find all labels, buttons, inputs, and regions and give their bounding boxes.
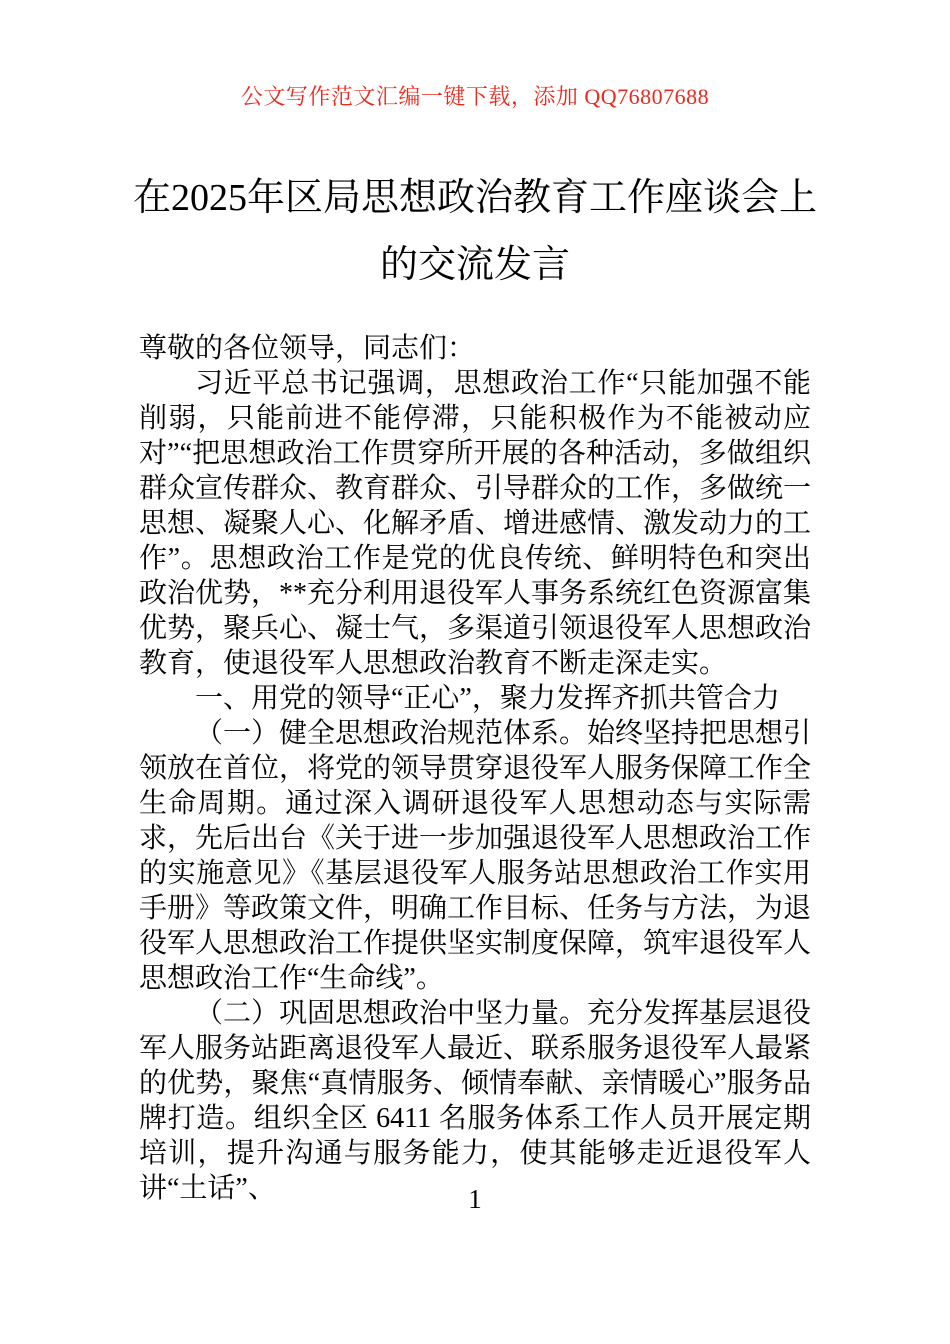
salutation-paragraph: 尊敬的各位领导，同志们： bbox=[139, 333, 476, 364]
subsection-paragraph-1: （一）健全思想政治规范体系。始终坚持把思想引领放在首位，将党的领导贯穿退役军人服务保障工作全生命周期。通过深入调研退役军人思想动态与实际需求，先后出台《关于进一步加强退役军人思想政治工作的实施意见》《基层退役军人服务站思想政治工作实用手册》等政策文件，明确工作目标、任务与方法，为退役军人思想政治工作提供坚实制度保障，筑牢退役军人思想政治工作“生命线”。 bbox=[139, 718, 812, 994]
document-title: 在2025年区局思想政治教育工作座谈会上的交流发言 bbox=[132, 177, 817, 286]
section-heading-1: 一、用党的领导“正心”，聚力发挥齐抓共管合力 bbox=[195, 683, 780, 714]
intro-paragraph: 习近平总书记强调，思想政治工作“只能加强不能削弱，只能前进不能停滞，只能积极作为不能被动应对”“把思想政治工作贯穿所开展的各种活动，多做组织群众宣传群众、教育群众、引导群众的工作，多做统一思想、凝聚人心、化解矛盾、增进感情、激发动力的工作”。思想政治工作是党的优良传统、鲜明特色和突出政治优势，**充分利用退役军人事务系统红色资源富集优势，聚兵心、凝士气，多渠道引领退役军人思想政治教育，使退役军人思想政治教育不断走深走实。 bbox=[139, 368, 812, 679]
document-body bbox=[139, 331, 811, 1206]
subsection-paragraph-2: （二）巩固思想政治中坚力量。充分发挥基层退役军人服务站距离退役军人最近、联系服务退役军人最紧的优势，聚焦“真情服务、倾情奉献、亲情暖心”服务品牌打造。组织全区 6411 名服务体系工作人员开展定期培训，提升沟通与服务能力，使其能够走近退役军人讲“土话”、 bbox=[139, 998, 812, 1204]
promo-banner-text: 公文写作范文汇编一键下载，添加 QQ76807688 bbox=[240, 84, 710, 109]
page-number: 1 bbox=[468, 1184, 482, 1214]
